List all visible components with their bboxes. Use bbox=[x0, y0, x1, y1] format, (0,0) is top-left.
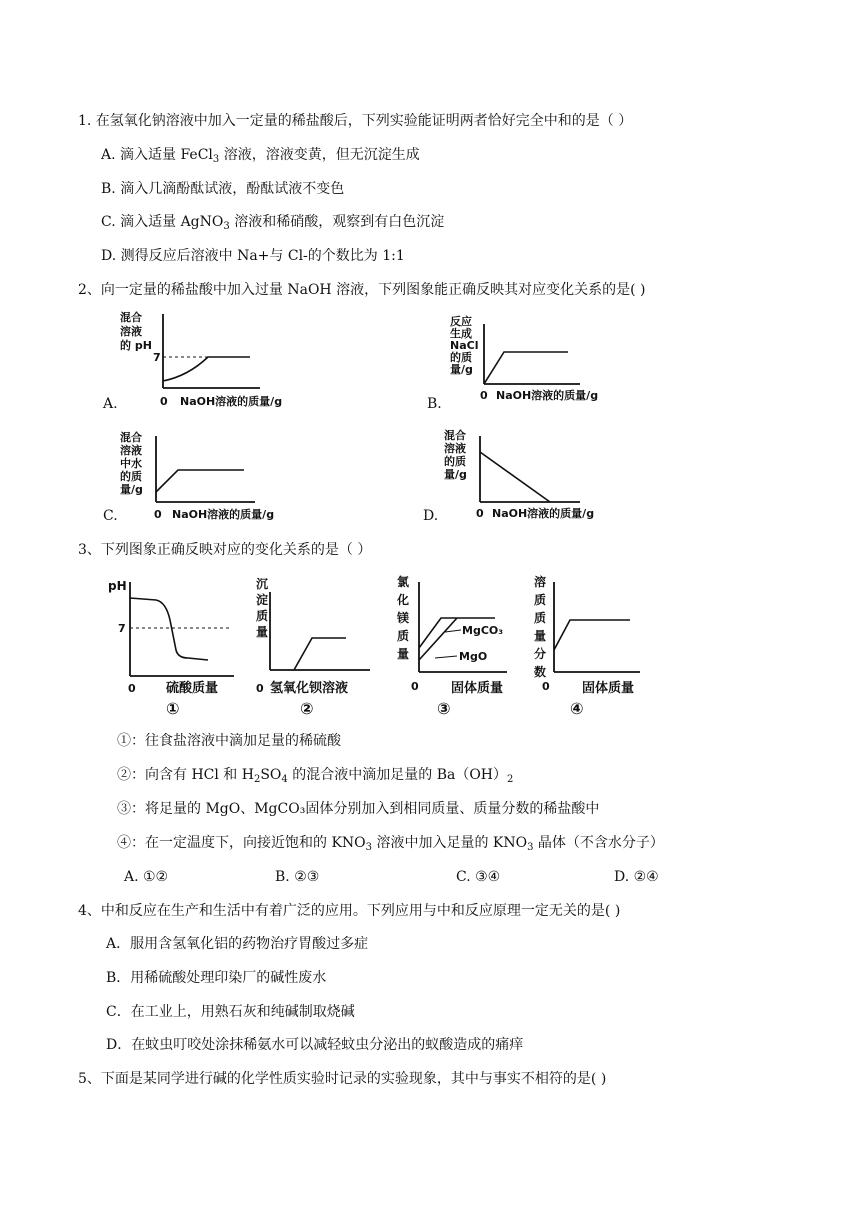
q3-graph-2 bbox=[254, 572, 394, 722]
curve bbox=[156, 470, 244, 492]
y-label-3: 质 bbox=[256, 609, 269, 623]
graph-number: ④ bbox=[570, 699, 584, 718]
y-label-2: 质 bbox=[534, 593, 547, 607]
x-label: 固体质量 bbox=[582, 681, 635, 696]
y-label-1: 混合 bbox=[120, 311, 142, 324]
curve bbox=[554, 620, 630, 650]
q3-answer-b: B. ②③ bbox=[275, 869, 320, 885]
origin: 0 bbox=[154, 508, 162, 521]
graph-number: ② bbox=[300, 699, 314, 718]
curve bbox=[294, 638, 346, 670]
q3-answer-c: C. ③④ bbox=[456, 869, 501, 885]
q2-option-b-label: B. bbox=[427, 396, 442, 412]
graph-number: ① bbox=[166, 699, 180, 718]
y-label-1: 沉 bbox=[256, 577, 269, 591]
q2-graph-c bbox=[110, 430, 330, 526]
origin: 0 bbox=[542, 680, 550, 693]
y-label-2: 生成 bbox=[450, 327, 472, 340]
ph7-mark: 7 bbox=[118, 622, 126, 635]
y-label-1: 反应 bbox=[450, 315, 472, 328]
q3-graph-1 bbox=[104, 572, 244, 722]
series-label-mgo: MgO bbox=[459, 650, 488, 663]
y-label-5: 量/g bbox=[120, 483, 143, 496]
origin: 0 bbox=[256, 682, 264, 695]
y-label-2: 淀 bbox=[256, 593, 269, 607]
q1-option-b: B. 滴入几滴酚酞试液，酚酞试液不变色 bbox=[101, 181, 345, 197]
q2-graph-b bbox=[440, 314, 660, 414]
y-label-4: 量/g bbox=[444, 468, 467, 481]
q5-stem: 5、下面是某同学进行碱的化学性质实验时记录的实验现象，其中与事实不相符的是( ) bbox=[78, 1071, 607, 1087]
y-label-4: 量 bbox=[534, 629, 547, 643]
q3-item-2: ②：向含有 HCl 和 $H_2SO_4$ 的混合液中滴加足量的 $Ba(OH)_2$ bbox=[117, 767, 514, 785]
q4-option-c: C．在工业上，用熟石灰和纯碱制取烧碱 bbox=[106, 1004, 355, 1020]
origin: 0 bbox=[411, 680, 419, 693]
q1-option-d: D. 测得反应后溶液中 Na+与 Cl-的个数比为 1:1 bbox=[101, 248, 405, 264]
q3-item-1: ①：往食盐溶液中滴加足量的稀硫酸 bbox=[117, 733, 341, 749]
curve bbox=[163, 357, 250, 381]
q4-option-a: A．服用含氢氧化铝的药物治疗胃酸过多症 bbox=[106, 936, 369, 952]
y-label-5: 量 bbox=[397, 647, 410, 661]
q1-stem: 1. 在氢氧化钠溶液中加入一定量的稀盐酸后，下列实验能证明两者恰好完全中和的是（ ） bbox=[78, 113, 633, 129]
y-label-5: 量/g bbox=[450, 363, 473, 376]
q3-graph-3 bbox=[395, 572, 535, 722]
curve bbox=[130, 598, 208, 660]
x-label: NaOH溶液的质量/g bbox=[180, 395, 283, 408]
curve bbox=[480, 452, 550, 502]
x-label: 硫酸质量 bbox=[166, 681, 219, 696]
q2-graph-a bbox=[110, 308, 330, 412]
q2-option-c-label: C. bbox=[103, 508, 118, 524]
q2-graph-d bbox=[440, 428, 660, 524]
q4-stem: 4、中和反应在生产和生活中有着广泛的应用。下列应用与中和反应原理一定无关的是( ) bbox=[78, 903, 621, 919]
q4-option-d: D．在蚊虫叮咬处涂抹稀氨水可以减轻蚊虫分泌出的蚁酸造成的痛痒 bbox=[106, 1037, 524, 1053]
y-label-3: 中水 bbox=[120, 457, 142, 470]
y-label-3: 的质 bbox=[444, 455, 466, 468]
y-label-3: NaCl bbox=[450, 339, 479, 352]
y-label-3: 质 bbox=[534, 611, 547, 625]
graph-number: ③ bbox=[437, 699, 451, 718]
origin: 0 bbox=[480, 389, 488, 402]
y-label-3: 镁 bbox=[397, 611, 410, 625]
y-label-5: 分 bbox=[534, 647, 547, 661]
q1-option-a: A. 滴入适量 FeCl$_3$ 溶液，溶液变黄，但无沉淀生成 bbox=[101, 147, 420, 165]
y-label-2: 溶液 bbox=[120, 444, 142, 457]
q3-answer-a: A. ①② bbox=[124, 869, 169, 885]
y-label-1: 混合 bbox=[120, 431, 142, 444]
x-label: NaOH溶液的质量/g bbox=[172, 508, 275, 521]
origin: 0 bbox=[128, 682, 136, 695]
q2-option-a-label: A. bbox=[103, 396, 118, 412]
ph7-mark: 7 bbox=[153, 351, 161, 364]
y-label-2: 溶液 bbox=[120, 325, 142, 338]
y-label-2: 溶液 bbox=[444, 442, 466, 455]
q3-item-3: ③：将足量的 MgO、MgCO₃固体分别加入到相同质量、质量分数的稀盐酸中 bbox=[117, 801, 600, 817]
q4-option-b: B．用稀硫酸处理印染厂的碱性废水 bbox=[106, 970, 327, 986]
q1-option-c: C. 滴入适量 AgNO$_3$ 溶液和稀硝酸，观察到有白色沉淀 bbox=[101, 214, 445, 232]
x-label: NaOH溶液的质量/g bbox=[496, 389, 599, 402]
series-label-mgco3: MgCO₃ bbox=[462, 624, 504, 637]
y-label-1: 溶 bbox=[534, 575, 547, 589]
x-label: NaOH溶液的质量/g bbox=[492, 507, 595, 520]
q3-item-4: ④：在一定温度下，向接近饱和的 $KNO_3$ 溶液中加入足量的 $KNO_3$ 晶体（不含水分子） bbox=[117, 835, 664, 853]
x-label: 固体质量 bbox=[451, 681, 504, 696]
y-label-4: 量 bbox=[256, 625, 269, 639]
q3-graph-4 bbox=[532, 572, 662, 722]
q3-stem: 3、下列图象正确反映对应的变化关系的是（ ） bbox=[78, 542, 372, 558]
origin: 0 bbox=[160, 395, 168, 408]
y-label-4: 的质 bbox=[120, 470, 142, 483]
y-label: pH bbox=[108, 579, 127, 593]
y-label-2: 化 bbox=[397, 593, 410, 607]
x-label: 氢氧化钡溶液 bbox=[270, 681, 349, 696]
origin: 0 bbox=[476, 507, 484, 520]
y-label-4: 质 bbox=[397, 629, 410, 643]
q2-stem: 2、向一定量的稀盐酸中加入过量 NaOH 溶液，下列图象能正确反映其对应变化关系的是( ) bbox=[78, 282, 646, 298]
leader-mgo bbox=[435, 656, 457, 658]
y-label-1: 混合 bbox=[444, 429, 466, 442]
y-label-4: 的质 bbox=[450, 351, 472, 364]
y-label-6: 数 bbox=[534, 665, 547, 679]
q3-answer-d: D. ②④ bbox=[614, 869, 659, 885]
y-label-3: 的 pH bbox=[120, 339, 152, 352]
curve bbox=[484, 352, 568, 384]
y-label-1: 氯 bbox=[397, 575, 410, 589]
q2-option-d-label: D. bbox=[423, 508, 439, 524]
leader-mgco3 bbox=[445, 630, 461, 632]
